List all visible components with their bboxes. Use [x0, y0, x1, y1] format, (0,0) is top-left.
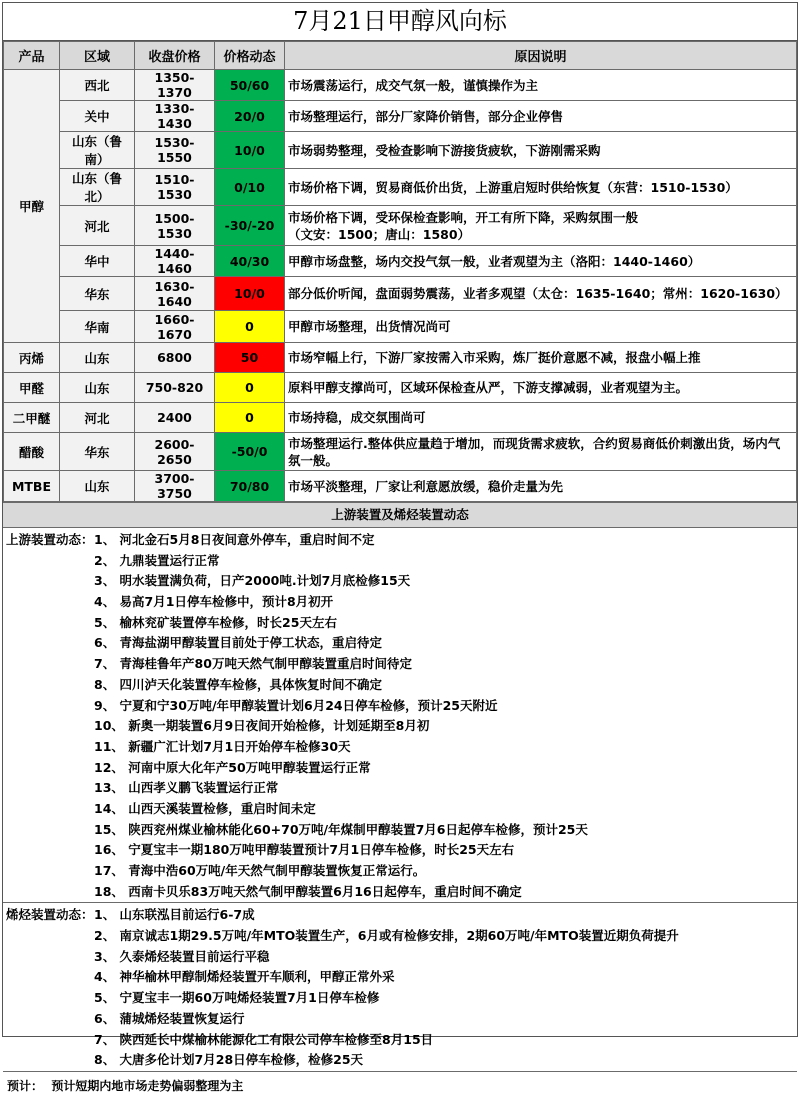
reason-cell: 市场弱势整理，受检查影响下游接货疲软，下游刚需采购	[285, 132, 797, 169]
olefin-list	[3, 903, 797, 1072]
reason-line: 市场整理运行.整体供应量趋于增加，而现货需求疲软，合约贸易商低价刺激出货，场内气	[288, 435, 781, 451]
list-item-text: 7、 青海桂鲁年产80万吨天然气制甲醇装置重启时间待定	[94, 656, 412, 672]
price-cell: 1660-1670	[135, 311, 215, 343]
region-cell: 河北	[60, 206, 135, 246]
change-cell: 50/60	[215, 70, 285, 101]
table-row	[4, 101, 797, 132]
list-item	[6, 988, 797, 1009]
page-title: 7月21日甲醇风向标	[3, 3, 797, 41]
list-item	[6, 820, 797, 841]
region-cell: 山东（鲁北）	[60, 169, 135, 206]
list-item	[6, 926, 797, 947]
list-item	[6, 737, 797, 758]
reason-cell	[285, 433, 797, 471]
report-page	[2, 2, 798, 1093]
header-price: 收盘价格	[135, 42, 215, 70]
list-item	[6, 633, 797, 654]
price-cell: 3700-3750	[135, 471, 215, 502]
product-cell: 丙烯	[4, 343, 60, 373]
list-item	[6, 716, 797, 737]
reason-cell: 市场价格下调，贸易商低价出货，上游重启短时供给恢复（东营：1510-1530）	[285, 169, 797, 206]
region-cell: 西北	[60, 70, 135, 101]
change-cell: 50	[215, 343, 285, 373]
list-item-text: 9、 宁夏和宁30万吨/年甲醇装置计划6月24日停车检修，预计25天附近	[94, 697, 498, 713]
table-row	[4, 132, 797, 169]
header-change: 价格动态	[215, 42, 285, 70]
list-item	[6, 1050, 797, 1071]
table-row	[4, 471, 797, 502]
list-item	[6, 696, 797, 717]
forecast-text: 预计短期内地市场走势偏弱整理为主	[51, 1078, 244, 1093]
list-item	[6, 967, 797, 988]
price-cell: 1330-1430	[135, 101, 215, 132]
change-cell: 40/30	[215, 246, 285, 277]
price-cell: 1440-1460	[135, 246, 215, 277]
header-reason: 原因说明	[285, 42, 797, 70]
list-item	[6, 840, 797, 861]
reason-cell: 甲醇市场整理，出货情况尚可	[285, 311, 797, 343]
forecast-label: 预计：	[7, 1078, 44, 1093]
table-header-row	[4, 42, 797, 70]
price-cell: 1350-1370	[135, 70, 215, 101]
list-item-text: 14、 山西天溪装置检修，重启时间未定	[94, 800, 316, 816]
price-cell: 1510-1530	[135, 169, 215, 206]
list-item	[6, 947, 797, 968]
list-item	[6, 571, 797, 592]
region-cell: 华东	[60, 433, 135, 471]
list-item	[6, 551, 797, 572]
list-item	[6, 675, 797, 696]
table-row	[4, 433, 797, 471]
list-item	[6, 1030, 797, 1051]
table-row	[4, 403, 797, 433]
list-item-text: 5、 榆林兖矿装置停车检修，时长25天左右	[94, 614, 337, 630]
list-item-text: 1、 山东联泓目前运行6-7成	[94, 907, 255, 923]
list-item-text: 1、 河北金石5月8日夜间意外停车，重启时间不定	[94, 532, 375, 547]
region-cell: 山东	[60, 343, 135, 373]
region-cell: 华东	[60, 277, 135, 311]
list-item-text: 2、 九鼎装置运行正常	[94, 552, 220, 568]
header-product: 产品	[4, 42, 60, 70]
list-item	[6, 882, 797, 903]
reason-cell: 市场整理运行，部分厂家降价销售，部分企业停售	[285, 101, 797, 132]
list-item	[6, 1009, 797, 1030]
change-cell: -50/0	[215, 433, 285, 471]
change-cell: 20/0	[215, 101, 285, 132]
list-item-text: 4、 神华榆林甲醇制烯烃装置开车顺利，甲醇正常外采	[94, 969, 395, 985]
region-cell: 山东	[60, 471, 135, 502]
product-cell: 甲醛	[4, 373, 60, 403]
change-cell: 0	[215, 311, 285, 343]
region-cell: 华中	[60, 246, 135, 277]
price-cell: 6800	[135, 343, 215, 373]
list-item-text: 6、 青海盐湖甲醇装置目前处于停工状态，重启待定	[94, 635, 383, 651]
price-cell: 1500-1530	[135, 206, 215, 246]
reason-line: 氛一般。	[288, 452, 339, 468]
reason-cell: 市场平淡整理，厂家让利意愿放缓，稳价走量为先	[285, 471, 797, 502]
list-item-text: 18、 西南卡贝乐83万吨天然气制甲醇装置6月16日起停车，重启时间不确定	[94, 883, 522, 899]
reason-cell: 市场窄幅上行，下游厂家按需入市采购，炼厂挺价意愿不减，报盘小幅上推	[285, 343, 797, 373]
region-cell: 山东	[60, 373, 135, 403]
upstream-prefix: 上游装置动态：	[6, 532, 94, 547]
region-cell: 山东（鲁南）	[60, 132, 135, 169]
list-item-text: 8、 四川泸天化装置停车检修，具体恢复时间不确定	[94, 676, 383, 692]
list-item-text: 2、 南京诚志1期29.5万吨/年MTO装置生产，6月或有检修安排，2期60万吨/年MTO装置近期负荷提升	[94, 928, 679, 944]
list-item	[6, 799, 797, 820]
list-item	[6, 530, 797, 551]
change-cell: 10/0	[215, 132, 285, 169]
list-item-text: 13、 山西孝义鹏飞装置运行正常	[94, 780, 279, 796]
change-cell: 70/80	[215, 471, 285, 502]
reason-cell	[285, 206, 797, 246]
change-cell: 0	[215, 403, 285, 433]
list-item	[6, 861, 797, 882]
region-cell: 河北	[60, 403, 135, 433]
list-item-text: 15、 陕西兖州煤业榆林能化60+70万吨/年煤制甲醇装置7月6日起停车检修，预计25天	[94, 821, 588, 837]
reason-cell: 市场震荡运行，成交气氛一般，谨慎操作为主	[285, 70, 797, 101]
region-cell: 关中	[60, 101, 135, 132]
list-item-text: 8、 大唐多伦计划7月28日停车检修，检修25天	[94, 1052, 364, 1068]
table-row	[4, 70, 797, 101]
product-cell: 甲醇	[4, 70, 60, 343]
olefin-prefix: 烯烃装置动态：	[6, 907, 94, 923]
product-cell: MTBE	[4, 471, 60, 502]
reason-cell: 市场持稳，成交氛围尚可	[285, 403, 797, 433]
table-row	[4, 246, 797, 277]
table-row	[4, 373, 797, 403]
price-cell: 750-820	[135, 373, 215, 403]
forecast	[3, 1072, 797, 1100]
change-cell: 0	[215, 373, 285, 403]
table-row	[4, 277, 797, 311]
price-cell: 1630-1640	[135, 277, 215, 311]
list-item-text: 4、 易高7月1日停车检修中，预计8月初开	[94, 594, 334, 610]
list-item-text: 16、 宁夏宝丰一期180万吨甲醇装置预计7月1日停车检修，时长25天左右	[94, 842, 515, 858]
change-cell: 10/0	[215, 277, 285, 311]
list-item-text: 11、 新疆广汇计划7月1日开始停车检修30天	[94, 738, 351, 754]
upstream-list	[3, 528, 797, 903]
table-row	[4, 206, 797, 246]
reason-cell: 原料甲醇支撑尚可，区域环保检查从严，下游支撑减弱，业者观望为主。	[285, 373, 797, 403]
list-item-text: 3、 明水装置满负荷，日产2000吨.计划7月底检修15天	[94, 573, 411, 589]
price-cell: 1530-1550	[135, 132, 215, 169]
list-item	[6, 905, 797, 926]
list-item	[6, 758, 797, 779]
price-cell: 2600-2650	[135, 433, 215, 471]
change-cell: 0/10	[215, 169, 285, 206]
product-cell: 醋酸	[4, 433, 60, 471]
list-item	[6, 613, 797, 634]
section-title: 上游装置及烯烃装置动态	[3, 502, 797, 528]
region-cell: 华南	[60, 311, 135, 343]
reason-line: （文安：1500；唐山：1580）	[288, 226, 471, 242]
list-item-text: 6、 蒲城烯烃装置恢复运行	[94, 1010, 245, 1026]
list-item	[6, 778, 797, 799]
price-table	[3, 41, 797, 502]
table-row	[4, 311, 797, 343]
reason-line: 市场价格下调，受环保检查影响，开工有所下降，采购氛围一般	[288, 209, 639, 225]
list-item	[6, 592, 797, 613]
price-cell: 2400	[135, 403, 215, 433]
list-item-text: 17、 青海中浩60万吨/年天然气制甲醇装置恢复正常运行。	[94, 863, 426, 878]
list-item-text: 7、 陕西延长中煤榆林能源化工有限公司停车检修至8月15日	[94, 1031, 434, 1047]
list-item	[6, 654, 797, 675]
list-item-text: 10、 新奥一期装置6月9日夜间开始检修，计划延期至8月初	[94, 718, 430, 734]
table-row	[4, 343, 797, 373]
product-cell: 二甲醚	[4, 403, 60, 433]
list-item-text: 3、 久泰烯烃装置目前运行平稳	[94, 948, 270, 964]
header-region: 区域	[60, 42, 135, 70]
reason-cell: 甲醇市场盘整，场内交投气氛一般，业者观望为主（洛阳：1440-1460）	[285, 246, 797, 277]
change-cell: -30/-20	[215, 206, 285, 246]
list-item-text: 5、 宁夏宝丰一期60万吨烯烃装置7月1日停车检修	[94, 990, 380, 1006]
reason-cell: 部分低价听闻，盘面弱势震荡，业者多观望（太仓：1635-1640；常州：1620-1630）	[285, 277, 797, 311]
list-item-text: 12、 河南中原大化年产50万吨甲醇装置运行正常	[94, 759, 371, 775]
table-row	[4, 169, 797, 206]
